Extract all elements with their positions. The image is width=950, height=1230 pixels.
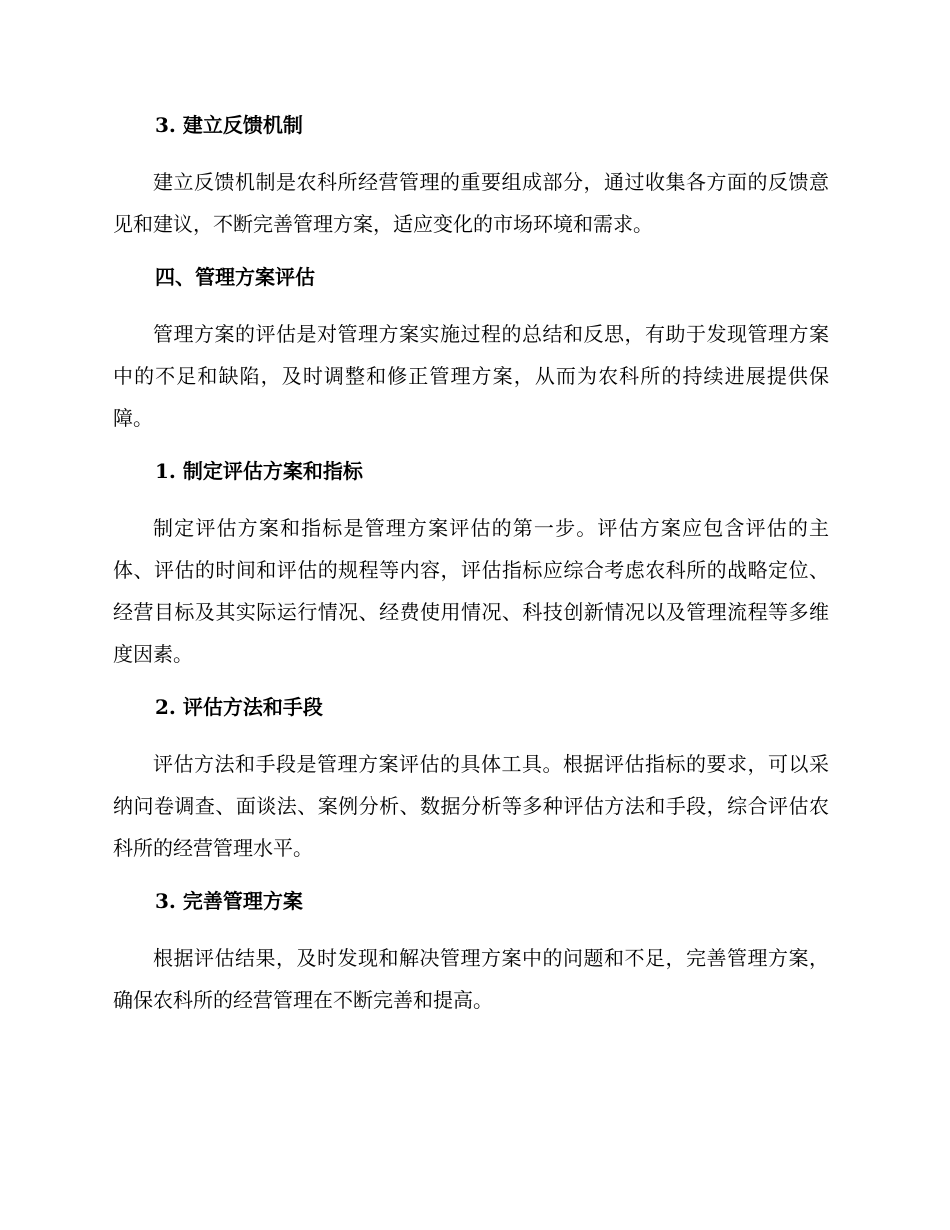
section-heading: 2. 评估方法和手段 [155,695,323,719]
section-paragraph: 制定评估方案和指标是管理方案评估的第一步。评估方案应包含评估的主体、评估的时间和评估的规程等内容，评估指标应综合考虑农科所的战略定位、经营目标及其实际运行情况、经费使用情况、科技创新情况以及管理流程等多维度因素。 [113,516,829,666]
section-heading: 3. 建立反馈机制 [155,113,303,137]
section-paragraph: 管理方案的评估是对管理方案实施过程的总结和反思，有助于发现管理方案中的不足和缺陷，及时调整和修正管理方案，从而为农科所的持续进展提供保障。 [113,322,829,430]
spacer [113,297,829,313]
section-paragraph: 建立反馈机制是农科所经营管理的重要组成部分，通过收集各方面的反馈意见和建议，不断完善管理方案，适应变化的市场环境和需求。 [113,170,829,236]
section-paragraph: 评估方法和手段是管理方案评估的具体工具。根据评估指标的要求，可以采纳问卷调查、面谈法、案例分析、数据分析等多种评估方法和手段，综合评估农科所的经营管理水平。 [113,752,829,860]
section-paragraph: 根据评估结果，及时发现和解决管理方案中的问题和不足，完善管理方案，确保农科所的经营管理在不断完善和提高。 [113,946,829,1012]
spacer [113,145,829,161]
spacer [113,675,829,687]
spacer [113,921,829,937]
spacer [113,869,829,881]
document-page [113,105,829,1021]
spacer [113,439,829,451]
spacer [113,491,829,507]
section-heading: 四、管理方案评估 [155,265,315,289]
section-heading: 1. 制定评估方案和指标 [155,459,363,483]
section-heading: 3. 完善管理方案 [155,889,303,913]
spacer [113,245,829,257]
spacer [113,727,829,743]
